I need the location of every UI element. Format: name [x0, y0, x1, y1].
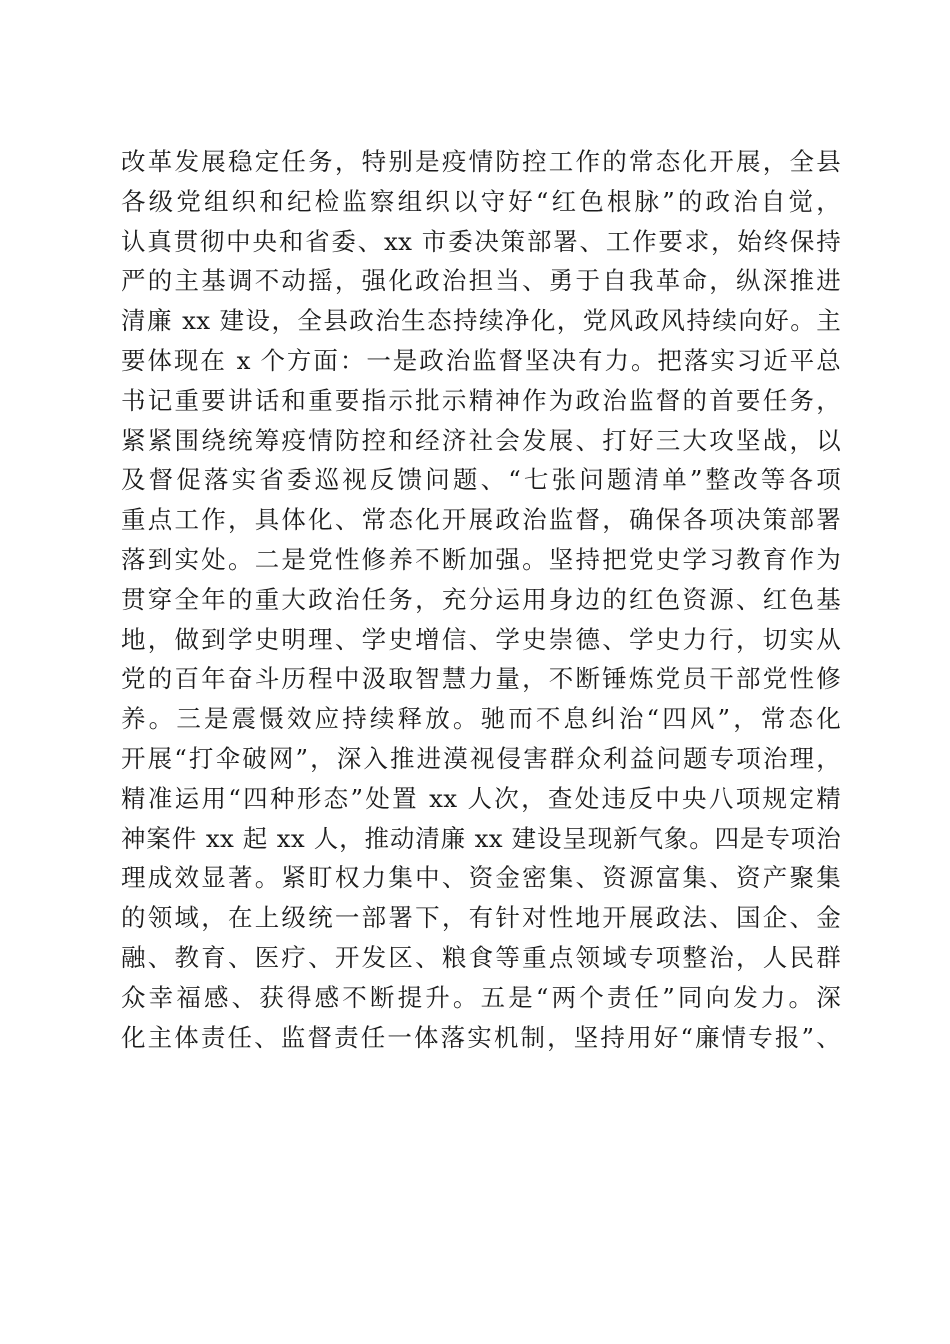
text-line: 养。三是震慑效应持续释放。驰而不息纠治“四风”，常态化	[121, 704, 841, 734]
body-paragraph	[121, 142, 841, 1057]
text-line: 党的百年奋斗历程中汲取智慧力量，不断锤炼党员干部党性修	[121, 664, 841, 694]
text-line: 改革发展稳定任务，特别是疫情防控工作的常态化开展，全县	[121, 147, 841, 176]
text-line: 严的主基调不动摇，强化政治担当、勇于自我革命，纵深推进	[121, 266, 841, 296]
text-line: 及督促落实省委巡视反馈问题、“七张问题清单”整改等各项	[121, 465, 841, 495]
text-line: 贯穿全年的重大政治任务，充分运用身边的红色资源、红色基	[121, 584, 841, 614]
text-line: 众幸福感、获得感不断提升。五是“两个责任”同向发力。深	[121, 982, 841, 1012]
text-line: 书记重要讲话和重要指示批示精神作为政治监督的首要任务，	[121, 385, 841, 415]
text-line: 清廉 xx 建设，全县政治生态持续净化，党风政风持续向好。主	[121, 306, 841, 336]
text-line: 融、教育、医疗、开发区、粮食等重点领域专项整治，人民群	[121, 942, 841, 972]
text-line: 认真贯彻中央和省委、xx 市委决策部署、工作要求，始终保持	[121, 226, 841, 256]
text-line: 精准运用“四种形态”处置 xx 人次，查处违反中央八项规定精	[121, 783, 841, 813]
text-line: 落到实处。二是党性修养不断加强。坚持把党史学习教育作为	[121, 544, 841, 574]
text-line: 理成效显著。紧盯权力集中、资金密集、资源富集、资产聚集	[121, 863, 841, 893]
text-line: 地，做到学史明理、学史增信、学史崇德、学史力行，切实从	[121, 624, 841, 654]
text-line: 开展“打伞破网”，深入推进漠视侵害群众利益问题专项治理，	[121, 743, 841, 773]
text-line: 神案件 xx 起 xx 人，推动清廉 xx 建设呈现新气象。四是专项治	[121, 823, 841, 853]
text-line: 各级党组织和纪检监察组织以守好“红色根脉”的政治自觉，	[121, 186, 841, 216]
text-line: 紧紧围绕统筹疫情防控和经济社会发展、打好三大攻坚战，以	[121, 425, 841, 455]
text-line: 化主体责任、监督责任一体落实机制，坚持用好“廉情专报”、	[121, 1022, 841, 1052]
text-line: 的领域，在上级统一部署下，有针对性地开展政法、国企、金	[121, 903, 841, 933]
text-line: 重点工作，具体化、常态化开展政治监督，确保各项决策部署	[121, 505, 841, 535]
text-line: 要体现在 x 个方面：一是政治监督坚决有力。把落实习近平总	[121, 345, 841, 375]
